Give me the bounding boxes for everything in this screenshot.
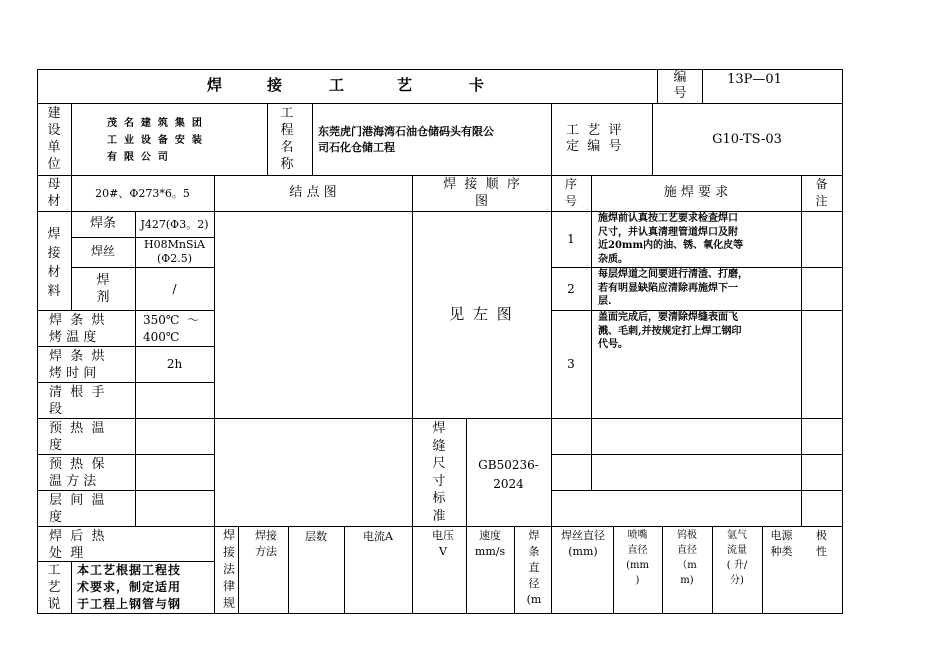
process-note-text: 本工艺根据工程技 术要求，制定适用 于工程上钢管与钢 (77, 563, 182, 611)
eval-label: 工 艺 评 定 编 号 (566, 123, 622, 154)
number-value: 13P—01 (727, 72, 782, 87)
number-label: 编 号 (673, 70, 687, 101)
spec-col-speed: 速度 mm/s (474, 529, 506, 558)
card-title (37, 69, 657, 103)
project-name: 东莞虎门港海湾石油仓储码头有限公 司石化仓储工程 (318, 125, 494, 154)
spec-col-tungsten-dia: 钨极 直径 （m m) (677, 530, 697, 586)
title-char: 卡 (469, 76, 485, 94)
spec-col-method: 焊接 方法 (255, 529, 277, 558)
eval-value: G10-TS-03 (712, 132, 782, 147)
title-char: 艺 (397, 76, 413, 94)
remark-label: 备 注 (815, 177, 828, 208)
bake-temp-value: 350℃ ～ 400℃ (143, 313, 199, 344)
base-metal-label: 母 材 (47, 177, 61, 209)
weld-size-value: GB50236- 2024 (478, 458, 539, 491)
spec-col-nozzle-dia: 喷嘴 直径 (mm ) (626, 530, 649, 586)
project-label: 工 程 名 称 (280, 106, 294, 172)
back-gouge-label: 清 根 手 段 (49, 385, 105, 417)
base-metal-value: 20#、Φ273*6。5 (95, 187, 190, 200)
process-note-label: 工 艺 说 (47, 563, 61, 612)
seq-no-label: 序 号 (564, 177, 577, 208)
title-char: 焊 (207, 76, 223, 94)
bake-time-value: 2h (166, 357, 183, 371)
wire-label: 焊丝 (90, 244, 115, 258)
electrode-value: J427(Φ3。2) (140, 218, 209, 231)
spec-col-wire-dia: 焊丝直径 (mm) (561, 529, 605, 558)
unit-label: 建 设 单 位 (47, 106, 61, 172)
preheat-label: 预 热 温 度 (49, 421, 105, 453)
electrode-label: 焊条 (89, 216, 116, 231)
requirement-text: 施焊前认真按工艺要求检查焊口 尺寸，并认真清理管道焊口及附 近20mm内的油、锈、氧化皮等 杂质。 (598, 213, 744, 265)
wire-value: H08MnSiA (Φ2.5) (144, 238, 205, 265)
consumables-label: 焊 接 材 料 (47, 227, 61, 299)
spec-col-polarity: 极 性 (816, 529, 827, 558)
sequence-diagram-label: 焊 接 顺 序 图 (443, 177, 520, 209)
requirement-no: 2 (567, 282, 575, 296)
spec-col-power: 电源 种类 (770, 529, 793, 558)
requirement-text: 每层焊道之间要进行清渣、打磨， 若有明显缺陷应清除再施焊下一 层. (598, 269, 748, 307)
unit-name: 茂 名 建 筑 集 团 工 业 设 备 安 装 有 限 公 司 (107, 118, 202, 163)
spec-col-electrode-dia: 焊 条 直 径 (m (526, 529, 542, 606)
flux-label: 焊 剂 (96, 273, 110, 305)
requirement-no: 3 (567, 357, 575, 371)
spec-col-current: 电流A (363, 530, 393, 543)
title-char: 工 (329, 76, 345, 94)
see-left-note: 见 左 图 (449, 305, 514, 323)
requirement-no: 1 (567, 232, 575, 246)
postheat-label: 焊 后 热 处 理 (49, 529, 105, 561)
bake-time-label: 焊 条 烘 烤 时 间 (49, 349, 105, 381)
requirement-text: 盖面完成后，要清除焊缝表面飞 溅、毛刺,并按规定打上焊工钢印 代号。 (598, 312, 742, 350)
joint-diagram-label: 结 点 图 (289, 185, 337, 200)
spec-col-argon-flow: 氩气 流量 ( 升/ 分) (726, 530, 748, 586)
preheat-hold-label: 预 热 保 温 方 法 (49, 457, 105, 489)
spec-label: 焊 接 法 律 规 (222, 528, 235, 610)
bake-temp-label: 焊 条 烘 烤 温 度 (49, 313, 105, 345)
title-char: 接 (267, 76, 283, 94)
spec-col-layers: 层数 (305, 530, 327, 543)
interpass-label: 层 间 温 度 (49, 493, 105, 525)
spec-col-voltage: 电压 V (432, 529, 454, 558)
flux-value: / (172, 282, 177, 296)
weld-size-label: 焊 缝 尺 寸 标 准 (432, 421, 446, 524)
requirements-label: 施 焊 要 求 (663, 185, 729, 200)
